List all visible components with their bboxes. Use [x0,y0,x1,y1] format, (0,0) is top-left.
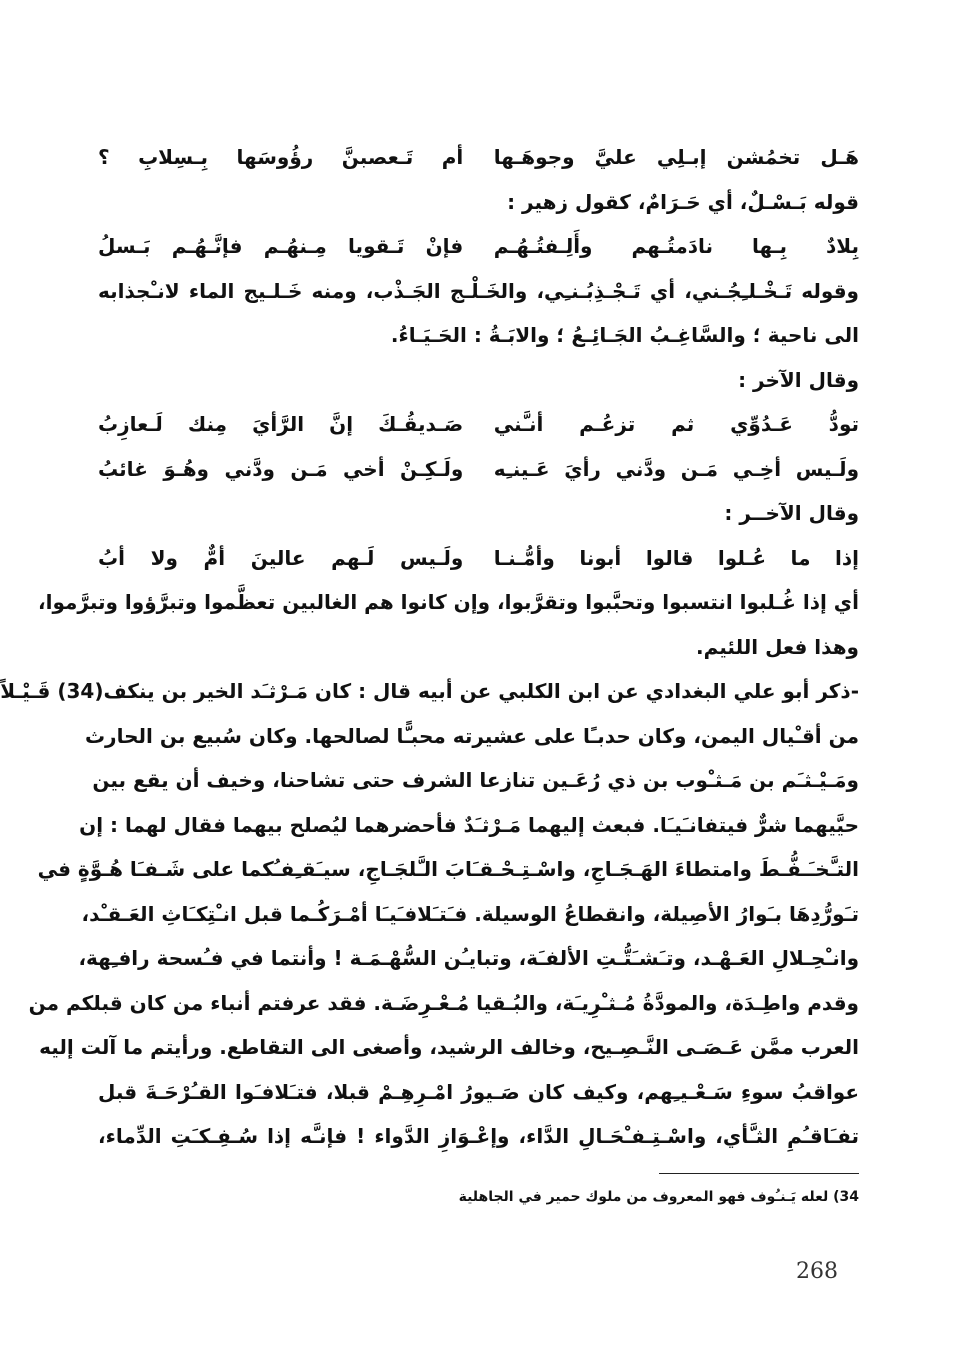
verse-line [98,447,859,492]
prose-line: تـَورُّدِهَا بـَوارُ الأصِيلة، وانقطاعُ الوسيلة. فـَتـَلافـَيـَا أمْـرَكُـما قبل انـْتِكـَاثِ العَـقـْد، [81,901,859,926]
prose-line: حيَّيهما شرٌّ فيتفانـَيـَا. فبعث إليهما مَـرْثـَدٌ فأحضرهما ليُصلح بيهما فقال لهما : إن [79,812,859,837]
verse-second-hemistich: ولَـكِـنْ أخي مَـن ودَّني وهُـوَ غائبُ [98,456,464,481]
prose-line: ومَـيْـثـَم بن مَـثـْوب بن ذي رُعَـين تنازعا الشرف حتى تشاحنا، وخيف أن يقع بين [92,768,859,792]
page-number: 268 [796,1259,838,1284]
prose-line: التـَّخـَـفُّـطَ وامتطاءَ الهَـجَـاجِ، واسْـتِـحْـقـَابَ الـَّلجَـاجِ، سيـَقـِفـُكما على شَـفـَا هُـوَّةٍ في [37,857,859,881]
verse-line [98,135,859,180]
prose-line: قوله بَـسْـلٌ، أي حَـرَامٌ، كقول زهير : [507,189,859,214]
verse-line [98,536,859,581]
prose-line: وانـْحِـلالِ العَـهْـد، وتـَشـَتُّـتِ الألفـَة، وتبايـُن السُّهْـمَـة ! وأنتما في فـُسحة رافـِهة، [78,946,859,970]
prose-line: عواقبُ سوءِ سَـعْـيـِهم، وكيف كان صَـيورُ امْـرِهِـمْ قبلا، فتـَلافـَوا القـُرْحَـةَ قبل [98,1079,859,1104]
prose-line: -ذكر أبو علي البغدادي عن ابن الكلبي عن أبيه قال : كان مَـرْثـَد الخير بن ينكف(34) قَـيْـلاً [0,679,859,703]
prose-line: من أقـْيال اليمن، وكان حدبـًا على عشيرته محبـًّا لصالحها. وكان سُبيع بن الحارث [84,723,859,748]
prose-line: وقال الآخــر : [724,501,859,525]
body-text [0,135,859,1159]
prose-line: وقال الآخر : [738,367,859,392]
prose-line: وقدم واطِـدَة، والمودَّةُ مُـثـْرِيـَة، والبُـقيا مُـعْـرِضَـة. فقد عرفتم أنباء من كان قبلكم من [28,990,859,1015]
verse-second-hemistich: صَـديقُـكَ إنَّ الرَّأيَ مِنك لَـعازِبُ [98,412,464,436]
verse-first-hemistich: ولَـيس أخِـي مَـن ودَّني رأيَ عَـينـِه [493,456,859,481]
prose-line: أي إذا غُـلبوا انتسبوا وتحبَّبوا وتقرَّبوا، وإن كانوا هم الغالبين تعظَّموا وتبرَّؤوا وتبرَّموا، [38,590,859,614]
verse-first-hemistich: إذا ما عُـلوا قالوا أبونا وأمُّـنـا [493,545,859,570]
footnote: 34) لعله يَـنـُوف فهو المعروف من ملوك حمير في الجاهلية [458,1189,859,1205]
prose-line: العرب ممَّن عَـصَـى النَّـصِـيح، وخالف الرشيد، وأصغى الى التقاطع. ورأيتم ما آلت إليه [39,1035,859,1059]
verse-first-hemistich: بِلادٌ بِـها نادَمتُـهم وأَلِـفتُـهُـم [493,234,859,258]
footnote-separator [659,1173,859,1174]
verse-first-hemistich: تودُّ عَـدُوِّي ثم تزعُـم أنـَّني [493,412,859,436]
verse-line [98,224,859,269]
prose-line: تفـَاقـُمِ الثـَّأي، واسْـتِـفـْحَـالِ الدَّاء، وإعْـوَازِ الدَّواء ! فإنـَّه إذا سُـفِـكـَتِ الدِّماء، [98,1124,859,1148]
verse-second-hemistich: أم تَـعصبنَّ رؤُوسَها بِـسِلابِ ؟ [98,145,464,169]
prose-line: الى ناحية ؛ والسَّاغِـبُ الجَـائِـعُ ؛ والابَـةُ : الحَـيَـاءُ. [390,323,859,347]
prose-line: وهذا فعل اللئيم. [695,634,859,659]
verse-line [98,402,859,447]
verse-second-hemistich: ولَـيس لَـهم عالينَ أمٌّ ولا أبُ [98,545,464,570]
verse-second-hemistich: فإنْ تَـقويا مِـنهُـم فإنَّـهُـم بَـسلُ [98,234,464,258]
prose-line: وقوله تَـخْـلـِجُـني، أي تَـجْـذِبُـنـِي، والخَـلْـج الجَـذْب، ومنه خَـلـيج الماء لانـْجذابه [98,278,859,303]
verse-first-hemistich: هَـل تخمُشن إبـلِي عليَّ وجوهَـها [493,145,859,169]
